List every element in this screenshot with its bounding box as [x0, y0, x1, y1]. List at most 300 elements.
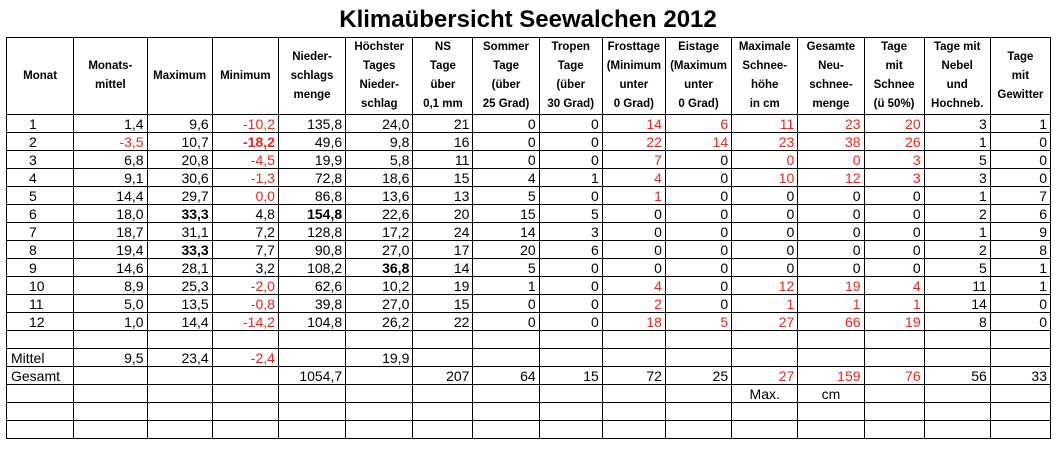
table-cell[interactable] [147, 331, 212, 349]
table-cell[interactable]: 23 [798, 115, 864, 133]
table-cell[interactable] [732, 349, 798, 367]
table-cell[interactable]: 0 [864, 241, 924, 259]
table-cell[interactable] [732, 331, 798, 349]
table-cell[interactable]: 0 [864, 259, 924, 277]
table-cell[interactable]: 4 [7, 169, 74, 187]
table-cell[interactable]: 0 [539, 259, 602, 277]
table-cell[interactable] [212, 421, 278, 439]
table-cell[interactable] [346, 385, 413, 403]
table-cell[interactable]: 0 [665, 241, 731, 259]
table-cell[interactable]: 13 [413, 187, 473, 205]
table-cell[interactable]: -14,2 [212, 313, 278, 331]
table-cell[interactable]: 5 [665, 313, 731, 331]
table-cell[interactable]: 1 [473, 277, 539, 295]
table-cell[interactable] [147, 367, 212, 385]
table-cell[interactable]: 4 [473, 169, 539, 187]
table-cell[interactable]: 10 [732, 169, 798, 187]
table-cell[interactable]: 0 [732, 241, 798, 259]
table-cell[interactable] [413, 331, 473, 349]
table-cell[interactable] [7, 331, 74, 349]
table-cell[interactable]: Mittel [7, 349, 74, 367]
table-cell[interactable]: 38 [798, 133, 864, 151]
table-cell[interactable]: 3 [864, 169, 924, 187]
table-cell[interactable] [665, 349, 731, 367]
table-cell[interactable]: 7 [602, 151, 665, 169]
table-cell[interactable]: 30,6 [147, 169, 212, 187]
table-cell[interactable] [924, 349, 990, 367]
table-cell[interactable] [212, 331, 278, 349]
table-cell[interactable]: 2 [602, 295, 665, 313]
table-cell[interactable]: 0 [990, 313, 1050, 331]
table-cell[interactable]: 19,9 [278, 151, 345, 169]
table-cell[interactable] [74, 331, 147, 349]
table-cell[interactable] [212, 367, 278, 385]
table-cell[interactable] [602, 421, 665, 439]
table-cell[interactable] [990, 349, 1050, 367]
table-cell[interactable]: 17 [413, 241, 473, 259]
table-cell[interactable]: 5 [539, 205, 602, 223]
table-cell[interactable]: 9,8 [346, 133, 413, 151]
table-cell[interactable] [473, 403, 539, 421]
table-cell[interactable]: 4 [602, 277, 665, 295]
column-header [7, 38, 74, 115]
table-row [7, 151, 1051, 169]
table-cell[interactable] [864, 349, 924, 367]
table-cell[interactable]: 1 [7, 115, 74, 133]
table-cell[interactable]: 0 [665, 277, 731, 295]
table-cell[interactable]: -1,3 [212, 169, 278, 187]
table-cell[interactable]: 0 [473, 151, 539, 169]
table-cell[interactable]: 0 [990, 151, 1050, 169]
table-cell[interactable]: 0 [990, 169, 1050, 187]
table-cell[interactable]: 207 [413, 367, 473, 385]
table-cell[interactable]: 56 [924, 367, 990, 385]
table-cell[interactable]: 0 [665, 259, 731, 277]
table-cell[interactable]: 11 [413, 151, 473, 169]
table-cell[interactable]: 0 [539, 313, 602, 331]
table-cell[interactable] [278, 385, 345, 403]
table-cell[interactable]: 0 [665, 295, 731, 313]
table-cell[interactable]: 8 [990, 241, 1050, 259]
table-cell[interactable]: 20 [864, 115, 924, 133]
table-cell[interactable]: 6 [990, 205, 1050, 223]
table-cell[interactable]: 49,6 [278, 133, 345, 151]
table-cell[interactable]: 14 [924, 295, 990, 313]
table-cell[interactable]: 14 [602, 115, 665, 133]
table-cell[interactable]: 0 [665, 187, 731, 205]
table-cell[interactable]: 0 [732, 187, 798, 205]
table-cell[interactable]: 15 [473, 205, 539, 223]
table-cell[interactable]: 1,4 [74, 115, 147, 133]
table-cell[interactable]: 13,5 [147, 295, 212, 313]
table-cell[interactable] [473, 331, 539, 349]
table-cell[interactable] [278, 403, 345, 421]
table-cell[interactable]: 0 [539, 277, 602, 295]
table-cell[interactable]: 7,2 [212, 223, 278, 241]
table-cell[interactable]: 0 [602, 223, 665, 241]
table-cell[interactable]: 14,6 [74, 259, 147, 277]
table-cell[interactable] [602, 385, 665, 403]
table-cell[interactable]: 0 [798, 187, 864, 205]
table-cell[interactable] [413, 421, 473, 439]
table-cell[interactable] [278, 421, 345, 439]
table-cell[interactable]: 6 [539, 241, 602, 259]
table-cell[interactable]: 8 [7, 241, 74, 259]
table-cell[interactable]: 104,8 [278, 313, 345, 331]
table-cell[interactable]: 0 [798, 259, 864, 277]
table-cell[interactable]: 64 [473, 367, 539, 385]
table-cell[interactable] [602, 403, 665, 421]
table-cell[interactable] [212, 385, 278, 403]
table-cell[interactable]: 18,0 [74, 205, 147, 223]
table-cell[interactable]: 18,7 [74, 223, 147, 241]
table-cell[interactable]: 1 [732, 295, 798, 313]
table-cell[interactable]: -2,0 [212, 277, 278, 295]
table-cell[interactable]: 128,8 [278, 223, 345, 241]
table-cell[interactable]: 0 [473, 133, 539, 151]
table-cell[interactable]: 26 [864, 133, 924, 151]
table-cell[interactable]: 4,8 [212, 205, 278, 223]
table-cell[interactable]: 4 [602, 169, 665, 187]
table-cell[interactable]: 7 [990, 187, 1050, 205]
table-cell[interactable] [346, 367, 413, 385]
table-cell[interactable]: 1 [539, 169, 602, 187]
table-cell[interactable]: 1 [602, 187, 665, 205]
table-cell[interactable] [74, 421, 147, 439]
table-cell[interactable]: 5 [473, 187, 539, 205]
table-cell[interactable]: 0 [665, 223, 731, 241]
column-header-line: unter [619, 79, 649, 91]
table-cell[interactable]: 14,4 [147, 313, 212, 331]
table-cell[interactable] [924, 385, 990, 403]
column-header-line: Schnee- [742, 60, 788, 72]
table-cell[interactable] [990, 403, 1050, 421]
table-cell[interactable]: 4 [864, 277, 924, 295]
table-cell[interactable]: 19 [864, 313, 924, 331]
table-cell[interactable]: 23,4 [147, 349, 212, 367]
table-cell[interactable]: 6,8 [74, 151, 147, 169]
table-cell[interactable]: 0 [732, 223, 798, 241]
table-cell[interactable] [74, 367, 147, 385]
table-cell[interactable]: 20 [473, 241, 539, 259]
table-cell[interactable]: 0 [473, 313, 539, 331]
table-cell[interactable]: 0 [602, 259, 665, 277]
table-cell[interactable] [665, 421, 731, 439]
table-cell[interactable]: 135,8 [278, 115, 345, 133]
table-cell[interactable]: 1 [990, 115, 1050, 133]
table-cell[interactable]: 108,2 [278, 259, 345, 277]
table-cell[interactable]: 3,2 [212, 259, 278, 277]
table-cell[interactable]: 21 [413, 115, 473, 133]
table-cell[interactable]: 5 [924, 259, 990, 277]
table-cell[interactable] [346, 403, 413, 421]
table-cell[interactable]: 0 [665, 205, 731, 223]
table-cell[interactable]: 13,6 [346, 187, 413, 205]
table-cell[interactable]: 15 [539, 367, 602, 385]
table-cell[interactable]: 3 [924, 115, 990, 133]
table-cell[interactable]: 22 [602, 133, 665, 151]
table-cell[interactable]: 159 [798, 367, 864, 385]
table-cell[interactable]: 3 [539, 223, 602, 241]
table-cell[interactable]: 27 [732, 367, 798, 385]
table-cell[interactable]: 9,1 [74, 169, 147, 187]
table-cell[interactable]: 10,2 [346, 277, 413, 295]
table-cell[interactable]: 9 [990, 223, 1050, 241]
table-cell[interactable] [413, 349, 473, 367]
table-cell[interactable]: 7,7 [212, 241, 278, 259]
table-cell[interactable] [864, 403, 924, 421]
table-cell[interactable]: 36,8 [346, 259, 413, 277]
table-cell[interactable]: 0 [990, 295, 1050, 313]
table-cell[interactable] [147, 385, 212, 403]
table-cell[interactable]: 14,4 [74, 187, 147, 205]
table-cell[interactable]: 8,9 [74, 277, 147, 295]
table-cell[interactable]: 62,6 [278, 277, 345, 295]
table-cell[interactable] [990, 421, 1050, 439]
table-cell[interactable]: 3 [864, 151, 924, 169]
table-cell[interactable]: 2 [924, 241, 990, 259]
table-cell[interactable] [278, 349, 345, 367]
table-cell[interactable]: 1,0 [74, 313, 147, 331]
table-cell[interactable]: -4,5 [212, 151, 278, 169]
table-cell[interactable]: 14 [665, 133, 731, 151]
table-cell[interactable]: 15 [413, 295, 473, 313]
table-cell[interactable] [864, 331, 924, 349]
table-cell[interactable]: 5,8 [346, 151, 413, 169]
table-cell[interactable]: 33,3 [147, 205, 212, 223]
table-cell[interactable]: 9,5 [74, 349, 147, 367]
table-cell[interactable] [413, 385, 473, 403]
table-cell[interactable]: 39,8 [278, 295, 345, 313]
table-cell[interactable]: 154,8 [278, 205, 345, 223]
table-cell[interactable]: 28,1 [147, 259, 212, 277]
table-cell[interactable] [602, 331, 665, 349]
table-cell[interactable]: 0 [798, 223, 864, 241]
table-cell[interactable]: 24 [413, 223, 473, 241]
table-cell[interactable]: Max. [732, 385, 798, 403]
table-cell[interactable]: -0,8 [212, 295, 278, 313]
table-cell[interactable]: 26,2 [346, 313, 413, 331]
table-cell[interactable]: 0 [539, 187, 602, 205]
table-cell[interactable]: 76 [864, 367, 924, 385]
table-cell[interactable] [798, 421, 864, 439]
table-cell[interactable]: 1 [990, 277, 1050, 295]
column-header-line: menge [293, 88, 331, 101]
column-header-line: 0 Grad) [613, 98, 654, 110]
table-cell[interactable] [665, 385, 731, 403]
table-cell[interactable] [147, 421, 212, 439]
table-cell[interactable]: 72,8 [278, 169, 345, 187]
table-cell[interactable] [539, 385, 602, 403]
table-cell[interactable]: 1 [864, 295, 924, 313]
table-cell[interactable]: -18,2 [212, 133, 278, 151]
table-cell[interactable] [798, 403, 864, 421]
table-cell[interactable]: 0 [732, 205, 798, 223]
table-cell[interactable] [665, 331, 731, 349]
table-cell[interactable] [539, 331, 602, 349]
table-cell[interactable]: -2,4 [212, 349, 278, 367]
table-cell[interactable] [147, 403, 212, 421]
table-cell[interactable]: 3 [7, 151, 74, 169]
table-cell[interactable]: 14 [413, 259, 473, 277]
column-header-line: Tage mit [933, 41, 981, 53]
table-cell[interactable]: 24,0 [346, 115, 413, 133]
table-cell[interactable] [74, 385, 147, 403]
table-cell[interactable]: 20 [413, 205, 473, 223]
table-cell[interactable]: 23 [732, 133, 798, 151]
table-cell[interactable] [798, 331, 864, 349]
table-cell[interactable]: 20,8 [147, 151, 212, 169]
table-cell[interactable]: 1054,7 [278, 367, 345, 385]
table-cell[interactable]: 90,8 [278, 241, 345, 259]
table-cell[interactable] [798, 349, 864, 367]
table-cell[interactable]: 0 [798, 241, 864, 259]
column-header-line: unter [684, 79, 713, 91]
table-cell[interactable]: 0 [539, 295, 602, 313]
table-cell[interactable]: 0 [473, 115, 539, 133]
table-cell[interactable]: 0 [732, 259, 798, 277]
table-cell[interactable]: 22 [413, 313, 473, 331]
table-cell[interactable] [864, 385, 924, 403]
table-cell[interactable]: 12 [732, 277, 798, 295]
table-cell[interactable]: 1 [924, 223, 990, 241]
table-cell[interactable] [473, 421, 539, 439]
table-cell[interactable]: 86,8 [278, 187, 345, 205]
table-cell[interactable] [732, 403, 798, 421]
table-cell[interactable]: 10,7 [147, 133, 212, 151]
table-cell[interactable]: 15 [413, 169, 473, 187]
table-cell[interactable] [278, 331, 345, 349]
table-cell[interactable]: 8 [924, 313, 990, 331]
table-cell[interactable] [990, 331, 1050, 349]
table-cell[interactable] [7, 385, 74, 403]
table-cell[interactable]: 0 [798, 205, 864, 223]
table-cell[interactable]: 11 [7, 295, 74, 313]
table-cell[interactable]: 19,9 [346, 349, 413, 367]
table-cell[interactable]: 5,0 [74, 295, 147, 313]
table-cell[interactable]: 16 [413, 133, 473, 151]
table-cell[interactable] [539, 421, 602, 439]
table-cell[interactable] [473, 385, 539, 403]
table-cell[interactable]: 0 [665, 169, 731, 187]
table-cell[interactable]: 0 [665, 151, 731, 169]
table-cell[interactable] [665, 403, 731, 421]
column-header-line: Nieder- [292, 50, 332, 63]
table-cell[interactable]: 0 [539, 151, 602, 169]
table-cell[interactable]: 1 [924, 187, 990, 205]
table-cell[interactable]: 27 [732, 313, 798, 331]
table-row [7, 223, 1051, 241]
table-cell[interactable]: 5 [924, 151, 990, 169]
table-cell[interactable]: 1 [990, 259, 1050, 277]
table-cell[interactable] [346, 421, 413, 439]
table-cell[interactable]: 10 [7, 277, 74, 295]
table-cell[interactable] [602, 349, 665, 367]
table-cell[interactable] [924, 331, 990, 349]
table-cell[interactable]: 2 [924, 205, 990, 223]
table-cell[interactable]: 29,7 [147, 187, 212, 205]
table-cell[interactable]: 0 [732, 151, 798, 169]
table-cell[interactable]: 72 [602, 367, 665, 385]
table-cell[interactable]: 11 [924, 277, 990, 295]
table-cell[interactable]: 5 [7, 187, 74, 205]
table-cell[interactable]: 6 [7, 205, 74, 223]
column-header-line: Hochneb. [931, 98, 984, 110]
table-cell[interactable]: 0,0 [212, 187, 278, 205]
table-cell[interactable]: 18 [602, 313, 665, 331]
table-cell[interactable]: 19 [798, 277, 864, 295]
table-cell[interactable]: 33 [990, 367, 1050, 385]
table-cell[interactable]: cm [798, 385, 864, 403]
table-cell[interactable] [924, 421, 990, 439]
table-cell[interactable]: 0 [602, 205, 665, 223]
table-cell[interactable] [413, 403, 473, 421]
table-cell[interactable]: Gesamt [7, 367, 74, 385]
table-cell[interactable]: 0 [602, 241, 665, 259]
table-cell[interactable] [7, 403, 74, 421]
table-cell[interactable]: 22,6 [346, 205, 413, 223]
table-cell[interactable]: 2 [7, 133, 74, 151]
table-cell[interactable]: 0 [864, 205, 924, 223]
column-header-line: 25 Grad) [482, 98, 530, 110]
table-cell[interactable] [7, 421, 74, 439]
table-cell[interactable]: 7 [7, 223, 74, 241]
table-cell[interactable] [990, 385, 1050, 403]
table-cell[interactable]: 0 [798, 151, 864, 169]
table-cell[interactable]: 5 [473, 259, 539, 277]
table-cell[interactable]: -3,5 [74, 133, 147, 151]
table-cell[interactable]: 17,2 [346, 223, 413, 241]
table-cell[interactable] [473, 349, 539, 367]
table-cell[interactable] [924, 403, 990, 421]
table-cell[interactable]: 33,3 [147, 241, 212, 259]
table-cell[interactable] [539, 349, 602, 367]
table-cell[interactable] [732, 421, 798, 439]
table-cell[interactable]: 9,6 [147, 115, 212, 133]
table-cell[interactable]: 9 [7, 259, 74, 277]
table-cell[interactable]: 0 [990, 133, 1050, 151]
table-cell[interactable]: 1 [798, 295, 864, 313]
table-cell[interactable]: 31,1 [147, 223, 212, 241]
table-cell[interactable]: 18,6 [346, 169, 413, 187]
table-cell[interactable]: 6 [665, 115, 731, 133]
table-cell[interactable] [74, 403, 147, 421]
table-cell[interactable]: 19,4 [74, 241, 147, 259]
table-cell[interactable]: 1 [924, 133, 990, 151]
table-cell[interactable]: 11 [732, 115, 798, 133]
table-cell[interactable] [212, 403, 278, 421]
table-cell[interactable]: 27,0 [346, 241, 413, 259]
table-cell[interactable]: 19 [413, 277, 473, 295]
table-cell[interactable] [539, 403, 602, 421]
table-cell[interactable]: -10,2 [212, 115, 278, 133]
table-cell[interactable]: 25,3 [147, 277, 212, 295]
table-cell[interactable] [346, 331, 413, 349]
table-cell[interactable] [864, 421, 924, 439]
table-cell[interactable]: 3 [924, 169, 990, 187]
table-cell[interactable]: 27,0 [346, 295, 413, 313]
table-cell[interactable]: 25 [665, 367, 731, 385]
table-cell[interactable]: 14 [473, 223, 539, 241]
table-cell[interactable]: 0 [864, 223, 924, 241]
table-cell[interactable]: 0 [864, 187, 924, 205]
table-cell[interactable]: 0 [473, 295, 539, 313]
table-cell[interactable]: 0 [539, 115, 602, 133]
table-cell[interactable]: 12 [7, 313, 74, 331]
table-cell[interactable]: 12 [798, 169, 864, 187]
table-cell[interactable]: 0 [539, 133, 602, 151]
table-cell[interactable]: 66 [798, 313, 864, 331]
